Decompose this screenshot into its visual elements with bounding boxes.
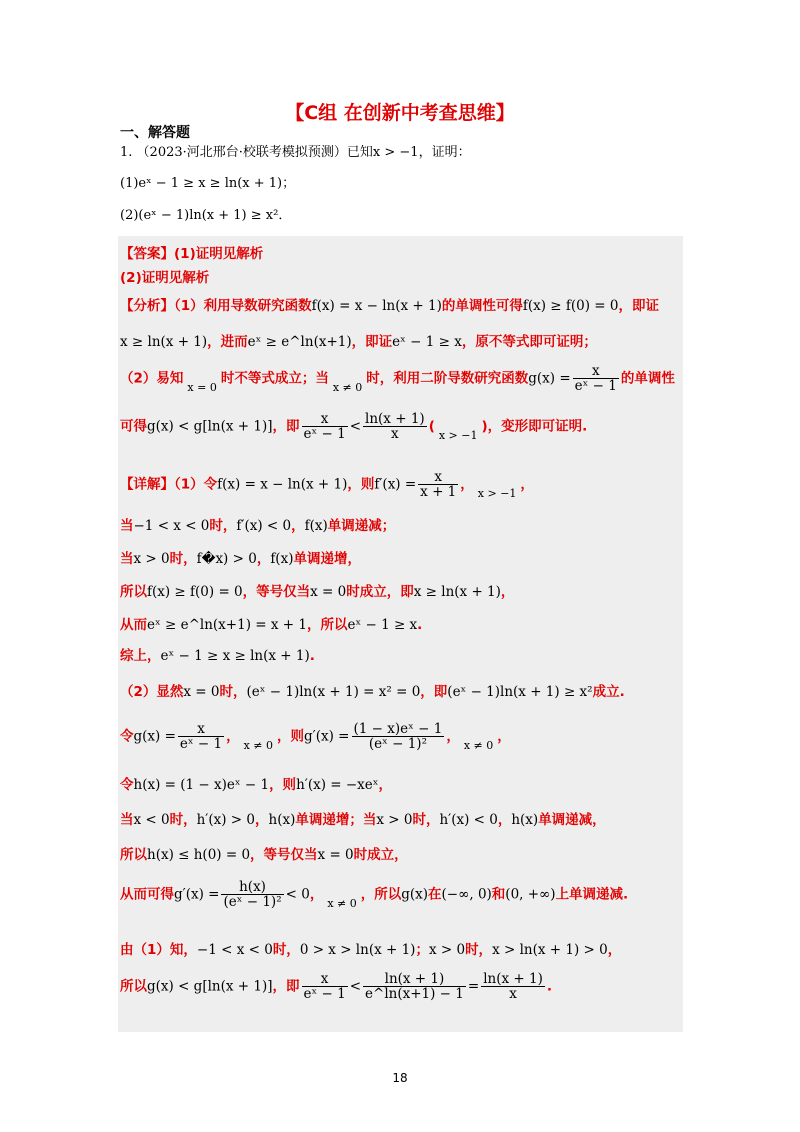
text-segment: x ≠ 0 bbox=[332, 380, 363, 394]
text-segment: x ≠ 0 bbox=[327, 896, 357, 910]
text-segment: x + 1 bbox=[420, 484, 457, 501]
text-segment: (2) bbox=[120, 208, 139, 223]
text-segment: < 0 bbox=[285, 886, 310, 903]
analysis-line1 bbox=[120, 294, 659, 314]
text-segment: ln(x + 1) bbox=[365, 411, 425, 427]
text-segment: x ≥ ln(x + 1) bbox=[413, 584, 501, 600]
text-segment: 所以 bbox=[120, 584, 147, 600]
text-segment: e^ln(x+1) − 1 bbox=[365, 986, 464, 1003]
analysis-line2 bbox=[120, 330, 597, 350]
detail-line5 bbox=[120, 613, 422, 633]
text-segment: 所以 bbox=[120, 978, 147, 995]
text-segment: x ≠ 0 bbox=[243, 738, 274, 752]
text-segment: (eˣ − 1)² bbox=[223, 894, 282, 911]
text-segment: 所以 bbox=[120, 847, 147, 863]
text-segment: x bbox=[418, 470, 458, 485]
text-segment: x ≥ ln(x + 1) bbox=[120, 334, 208, 350]
text-segment: (eˣ − 1)² bbox=[368, 736, 427, 753]
text-segment: ，进而 bbox=[207, 334, 248, 350]
fraction bbox=[302, 412, 348, 441]
text-segment: ， bbox=[460, 476, 474, 493]
text-segment: 从而 bbox=[120, 617, 147, 633]
text-segment: x > 0 bbox=[428, 942, 466, 958]
text-segment: (eˣ − 1)ln(x + 1) ≥ x² bbox=[138, 208, 279, 223]
text-segment: (1 − x)eˣ − 1 bbox=[353, 721, 443, 737]
text-segment: )，变形即可证明. bbox=[481, 418, 588, 435]
text-segment: 在 bbox=[428, 886, 442, 903]
text-segment: g(x) bbox=[401, 886, 429, 903]
fraction bbox=[481, 972, 545, 1001]
fraction bbox=[302, 972, 348, 1001]
text-segment: 单调递减， bbox=[538, 812, 606, 828]
detail-line6 bbox=[120, 644, 315, 664]
text-segment: −1 < x < 0 bbox=[196, 942, 273, 958]
text-segment: 的单调性可得 bbox=[441, 298, 523, 314]
text-segment: h(x) bbox=[268, 812, 296, 828]
text-segment: eˣ − 1 ≥ x bbox=[347, 617, 418, 633]
text-segment: h′(x) < 0 bbox=[439, 812, 498, 828]
text-segment: . bbox=[309, 648, 315, 664]
page-number: 18 bbox=[392, 1071, 408, 1085]
text-segment: ，所以 bbox=[360, 886, 402, 903]
text-segment: 单调递增， bbox=[293, 551, 361, 567]
text-segment: h′(x) = −xeˣ bbox=[296, 777, 379, 793]
text-segment: 综上， bbox=[120, 648, 161, 664]
text-segment: 时不等式成立；当 bbox=[220, 370, 329, 387]
text-segment: = bbox=[467, 978, 480, 995]
text-segment: x = 0 bbox=[310, 584, 347, 600]
text-segment: ( bbox=[428, 418, 435, 435]
text-segment: ，则 bbox=[269, 777, 297, 793]
text-segment: f′(x) < 0 bbox=[236, 518, 292, 534]
text-segment: h(x) = (1 − x)eˣ − 1 bbox=[133, 777, 270, 793]
text-segment: ， bbox=[255, 812, 269, 828]
text-segment: eˣ ≥ e^ln(x+1) bbox=[247, 334, 352, 350]
fraction bbox=[363, 412, 427, 441]
text-segment: g(x) < g[ln(x + 1)] bbox=[147, 418, 273, 435]
solution-panel bbox=[118, 236, 683, 1032]
text-segment: 时，利用二阶导数研究函数 bbox=[366, 370, 529, 387]
text-segment: 0 > x > ln(x + 1) bbox=[299, 942, 416, 958]
text-segment: g′(x) = bbox=[304, 728, 350, 745]
text-segment: x ≠ 0 bbox=[463, 738, 494, 752]
text-segment: （2）易知 bbox=[120, 370, 184, 387]
text-segment: 上单调递减. bbox=[555, 886, 629, 903]
text-segment: 时， bbox=[209, 518, 237, 534]
text-segment: (0, +∞) bbox=[505, 886, 556, 903]
text-segment: eˣ − 1 ≥ x ≥ ln(x + 1) bbox=[160, 648, 310, 664]
text-segment: eˣ − 1 ≥ x ≥ ln(x + 1) bbox=[138, 176, 283, 191]
text-segment: ，则 bbox=[277, 728, 305, 745]
question-part2 bbox=[120, 204, 291, 223]
text-segment: ，即证 bbox=[351, 334, 393, 350]
text-segment: x bbox=[302, 972, 348, 987]
text-segment: x = 0 bbox=[317, 847, 354, 863]
text-segment: ，等号仅当 bbox=[242, 584, 311, 600]
text-segment: eˣ ≥ e^ln(x+1) = x + 1 bbox=[147, 617, 307, 633]
text-segment: eˣ − 1 bbox=[179, 736, 223, 753]
detail-line12 bbox=[120, 880, 628, 910]
text-segment: ， bbox=[520, 476, 534, 493]
text-segment: eˣ − 1 bbox=[303, 426, 346, 443]
text-segment: ； bbox=[282, 176, 296, 191]
text-segment: 时， bbox=[272, 942, 300, 958]
text-segment: ，则 bbox=[347, 476, 375, 493]
detail-line4 bbox=[120, 580, 514, 600]
text-segment: ； bbox=[415, 942, 429, 958]
text-segment: eˣ − 1 bbox=[574, 378, 617, 395]
fraction bbox=[178, 722, 224, 751]
text-segment: ， bbox=[256, 551, 271, 567]
text-segment: h′(x) > 0 bbox=[196, 812, 255, 828]
text-segment: 时， bbox=[169, 812, 197, 828]
text-segment: < bbox=[349, 978, 362, 995]
question-condition: x > −1 bbox=[372, 145, 419, 160]
text-segment: g(x) < g[ln(x + 1)] bbox=[147, 978, 273, 995]
detail-line11 bbox=[120, 843, 408, 863]
text-segment: . bbox=[417, 617, 423, 633]
text-segment: ， bbox=[497, 812, 512, 828]
text-segment: x < 0 bbox=[133, 812, 170, 828]
detail-line8 bbox=[120, 722, 511, 752]
text-segment: (−∞, 0) bbox=[441, 886, 492, 903]
text-segment: f(x) bbox=[304, 518, 328, 534]
text-segment: < bbox=[349, 418, 362, 435]
text-segment: f(x) = x − ln(x + 1) bbox=[311, 298, 442, 314]
text-segment: x = 0 bbox=[187, 380, 217, 394]
text-segment: 从而可得 bbox=[120, 886, 174, 903]
text-segment: 由（1）知， bbox=[120, 942, 197, 958]
text-segment: ，即 bbox=[420, 684, 448, 700]
text-segment: ， bbox=[446, 728, 460, 745]
question-number: 1. bbox=[120, 145, 133, 160]
text-segment: f�x) > 0 bbox=[196, 551, 257, 567]
question-part1 bbox=[120, 172, 295, 191]
text-segment: ，等号仅当 bbox=[250, 847, 318, 863]
text-segment: g(x) = bbox=[528, 370, 571, 387]
detail-line9 bbox=[120, 773, 392, 793]
text-segment: 可得 bbox=[120, 418, 147, 435]
detail-line7 bbox=[120, 680, 625, 700]
text-segment: 和 bbox=[491, 886, 506, 903]
text-segment: 单调递减； bbox=[327, 518, 396, 534]
text-segment: f′(x) = bbox=[374, 476, 417, 493]
detail-line14 bbox=[120, 972, 552, 1001]
text-segment: f(x) bbox=[270, 551, 294, 567]
text-segment: 当 bbox=[120, 518, 134, 534]
text-segment: 【详解】（1）令 bbox=[120, 476, 218, 493]
detail-line2 bbox=[120, 514, 395, 534]
text-segment: ，即证 bbox=[618, 298, 659, 314]
text-segment: x > −1 bbox=[477, 486, 517, 500]
text-segment: ，即 bbox=[272, 978, 300, 995]
detail-line10 bbox=[120, 808, 606, 828]
text-segment: ， bbox=[309, 886, 324, 903]
detail-line3 bbox=[120, 547, 361, 567]
text-segment: 时， bbox=[219, 684, 247, 700]
answer-line2: (2)证明见解析 bbox=[120, 270, 210, 286]
question-source: （2023·河北邢台·校联考模拟预测）已知 bbox=[136, 145, 373, 160]
text-segment: 时成立， bbox=[353, 847, 408, 863]
text-segment: h(x) bbox=[221, 880, 283, 895]
text-segment: eˣ − 1 ≥ x bbox=[392, 334, 462, 350]
fraction bbox=[573, 364, 619, 393]
text-segment: (1) bbox=[120, 176, 139, 191]
text-segment: eˣ − 1 bbox=[303, 986, 346, 1003]
page-title: 【C组 在创新中考查思维】 bbox=[285, 102, 515, 124]
text-segment: x > 0 bbox=[133, 551, 170, 567]
text-segment: h(x) bbox=[511, 812, 539, 828]
text-segment: g′(x) = bbox=[174, 886, 220, 903]
text-segment: 【分析】（1）利用导数研究函数 bbox=[120, 298, 312, 314]
fraction bbox=[352, 722, 445, 751]
text-segment: 时成立，即 bbox=[346, 584, 414, 600]
text-segment: −1 < x < 0 bbox=[133, 518, 210, 534]
text-segment: x bbox=[509, 986, 517, 1003]
text-segment: 当 bbox=[120, 812, 134, 828]
text-segment: 令 bbox=[120, 777, 134, 793]
text-segment: 时， bbox=[412, 812, 440, 828]
text-segment: g(x) = bbox=[133, 728, 176, 745]
text-segment: x = 0 bbox=[183, 684, 220, 700]
text-segment: ，原不等式即可证明； bbox=[461, 334, 597, 350]
text-segment: x > 0 bbox=[376, 812, 413, 828]
text-segment: x > ln(x + 1) > 0 bbox=[492, 942, 608, 958]
text-segment: ． bbox=[278, 208, 292, 223]
fraction bbox=[418, 470, 458, 499]
text-segment: ， bbox=[291, 518, 305, 534]
question-stem bbox=[120, 141, 471, 160]
text-segment: 成立. bbox=[592, 684, 625, 700]
question-tail: ，证明： bbox=[418, 145, 471, 160]
text-segment: h(x) ≤ h(0) = 0 bbox=[147, 847, 251, 863]
text-segment: ，所以 bbox=[306, 617, 348, 633]
fraction bbox=[363, 972, 466, 1001]
text-segment: (eˣ − 1)ln(x + 1) ≥ x² bbox=[447, 684, 593, 700]
text-segment: 令 bbox=[120, 728, 134, 745]
text-segment: . bbox=[546, 978, 552, 995]
text-segment: 当 bbox=[120, 551, 134, 567]
detail-line13 bbox=[120, 938, 621, 958]
text-segment: ln(x + 1) bbox=[483, 971, 543, 987]
text-segment: 时， bbox=[169, 551, 197, 567]
answer-label: 【答案】(1)证明见解析 bbox=[120, 246, 264, 262]
text-segment: f(x) ≥ f(0) = 0 bbox=[147, 584, 243, 600]
text-segment: x bbox=[178, 722, 224, 737]
text-segment: （2）显然 bbox=[120, 684, 184, 700]
section-heading: 一、解答题 bbox=[120, 125, 190, 141]
text-segment: x bbox=[391, 426, 399, 443]
text-segment: f(x) ≥ f(0) = 0 bbox=[522, 298, 619, 314]
text-segment: ， bbox=[500, 584, 515, 600]
text-segment: x > −1 bbox=[438, 428, 478, 442]
text-segment: x bbox=[302, 412, 348, 427]
text-segment: x bbox=[573, 364, 619, 379]
text-segment: ， bbox=[378, 777, 392, 793]
text-segment: ， bbox=[607, 942, 622, 958]
text-segment: ， bbox=[226, 728, 240, 745]
text-segment: ， bbox=[497, 728, 511, 745]
text-segment: (eˣ − 1)ln(x + 1) = x² = 0 bbox=[246, 684, 421, 700]
text-segment: ln(x + 1) bbox=[363, 972, 466, 987]
fraction bbox=[221, 880, 283, 909]
text-segment: 单调递增；当 bbox=[295, 812, 377, 828]
text-segment: 时， bbox=[465, 942, 493, 958]
text-segment: 的单调性 bbox=[620, 370, 675, 387]
text-segment: ，即 bbox=[272, 418, 300, 435]
analysis-line3 bbox=[120, 364, 675, 394]
text-segment: f(x) = x − ln(x + 1) bbox=[217, 476, 348, 493]
detail-line1 bbox=[120, 470, 534, 500]
analysis-line4 bbox=[120, 412, 587, 442]
